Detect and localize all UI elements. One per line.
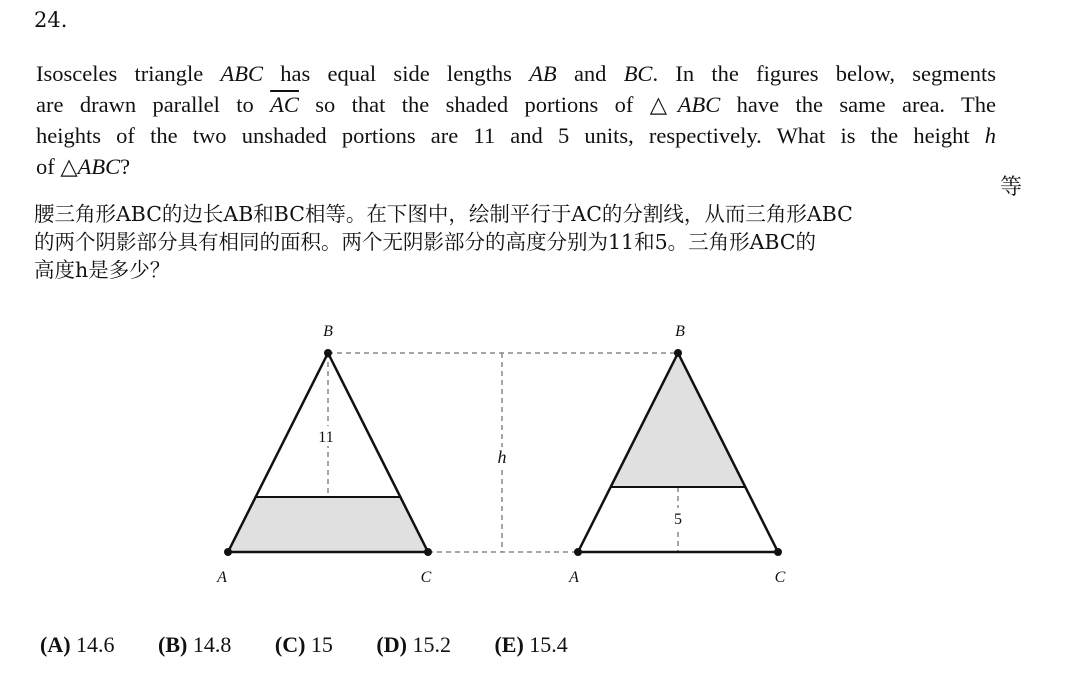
right-label-b: B xyxy=(675,323,685,340)
statement-line-2: are drawn parallel to $\overline{AC}$ so that the shaded portions of △ABC have the same area. The xyxy=(36,92,997,117)
choice-d: (D) 15.2 xyxy=(376,632,451,657)
right-shaded-region xyxy=(611,353,745,487)
right-vertex-a xyxy=(574,548,582,556)
answer-choices xyxy=(40,632,606,658)
choice-a: (A) 14.6 xyxy=(40,632,115,657)
problem-number: 24. xyxy=(34,8,68,32)
segment-ac-overline: $\overline{AC}$ xyxy=(270,92,299,117)
triangle-figures xyxy=(0,310,1080,595)
chinese-line-3: 高度h是多少？ xyxy=(34,258,171,282)
left-vertex-c xyxy=(424,548,432,556)
left-label-b: B xyxy=(323,323,333,340)
figure-svg xyxy=(0,310,1080,590)
h-label: h xyxy=(497,447,507,467)
left-shaded-region xyxy=(228,497,428,552)
left-triangle xyxy=(216,323,432,586)
right-label-a: A xyxy=(569,569,579,586)
right-height-label: 5 xyxy=(674,511,682,528)
left-vertex-a xyxy=(224,548,232,556)
right-label-c: C xyxy=(774,569,786,586)
right-triangle xyxy=(568,323,786,586)
choice-c: (C) 15 xyxy=(274,632,333,657)
left-height-label: 11 xyxy=(318,429,334,446)
choice-b: (B) 14.8 xyxy=(158,632,232,657)
chinese-line-2: 的两个阴影部分具有相同的面积。两个无阴影部分的高度分别为11和5。三角形ABC的 xyxy=(34,230,817,254)
right-vertex-b xyxy=(674,349,682,357)
chinese-line-1: 腰三角形ABC的边长AB和BC相等。在下图中，绘制平行于AC的分割线，从而三角形ABC xyxy=(34,202,853,226)
problem-statement-english xyxy=(36,58,996,182)
stray-character: 等 xyxy=(1000,175,1023,200)
statement-line-4: of △ABC? xyxy=(36,154,131,179)
statement-line-3: heights of the two unshaded portions are 11 and 5 units, respectively. What is the height h xyxy=(36,123,996,148)
statement-line-1: Isosceles triangle ABC has equal side lengths AB and BC. In the figures below, segments xyxy=(36,61,996,86)
left-vertex-b xyxy=(324,349,332,357)
left-label-a: A xyxy=(217,569,227,586)
left-label-c: C xyxy=(420,569,432,586)
problem-statement-chinese xyxy=(34,200,1044,284)
right-vertex-c xyxy=(774,548,782,556)
choice-e: (E) 15.4 xyxy=(494,632,568,657)
